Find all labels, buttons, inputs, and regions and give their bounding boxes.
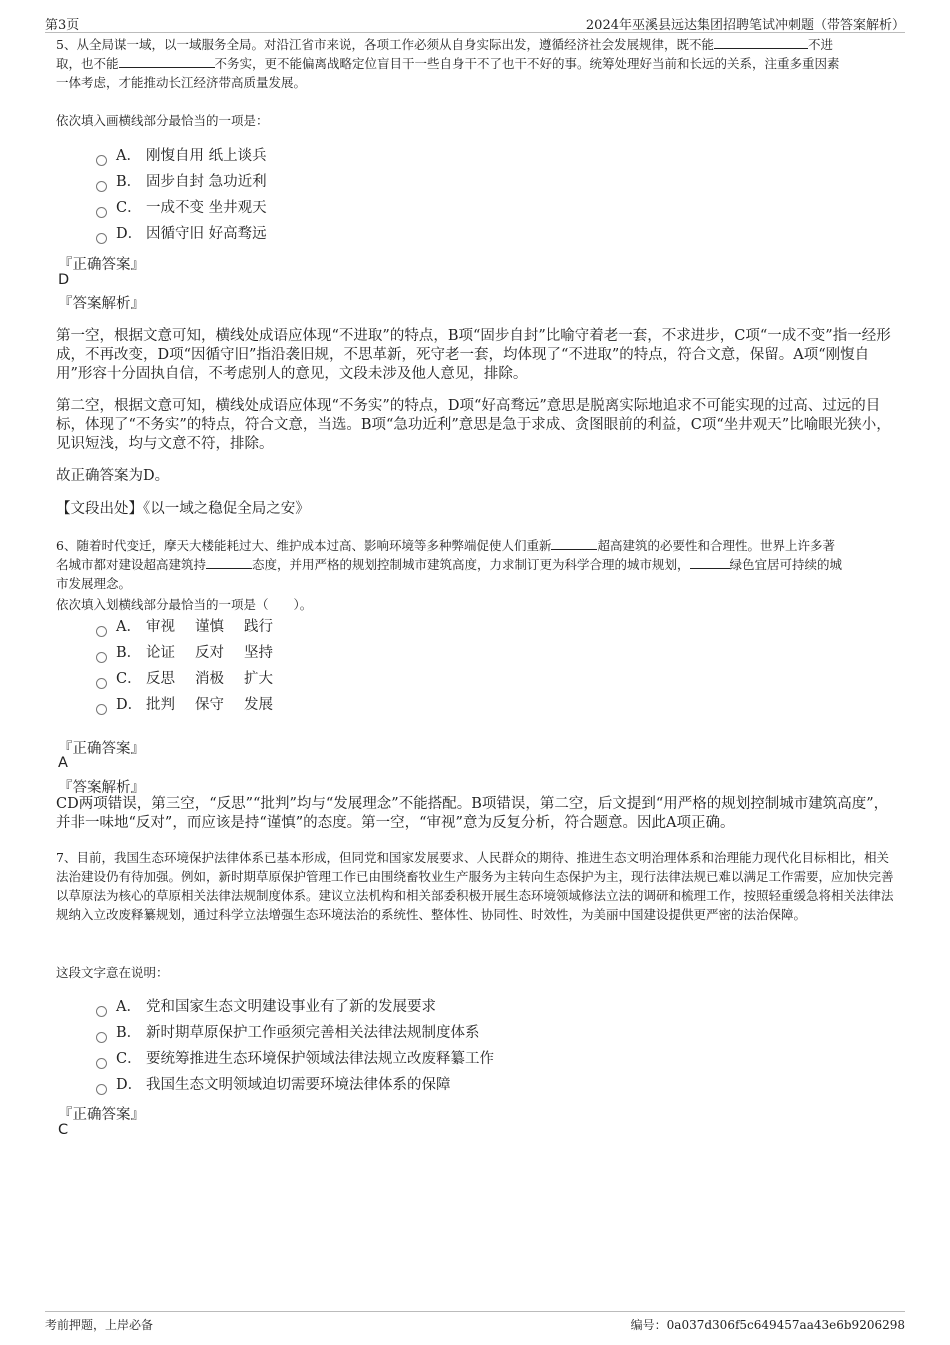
blank-1 [714, 36, 808, 49]
q6-option-a[interactable]: A． 审视 谨慎 践行 [96, 617, 293, 637]
blank-3 [690, 556, 730, 569]
radio-icon[interactable] [96, 652, 107, 663]
q5-analysis-p3: 故正确答案为D。 [56, 468, 170, 484]
q6-answer-label: 『正确答案』 [58, 741, 145, 757]
q7-prompt: 这段文字意在说明： [56, 965, 169, 980]
blank-1 [551, 537, 597, 550]
q5-option-a[interactable]: A． 刚愎自用 纸上谈兵 [96, 146, 267, 166]
radio-icon[interactable] [96, 1006, 107, 1017]
q5-source: 【文段出处】《以一域之稳促全局之安》 [56, 501, 310, 517]
radio-icon[interactable] [96, 1058, 107, 1069]
radio-icon[interactable] [96, 233, 107, 244]
q5-option-b[interactable]: B． 固步自封 急功近利 [96, 172, 267, 192]
q6-answer: A [58, 755, 68, 771]
radio-icon[interactable] [96, 678, 107, 689]
q5-line1-tail: 不进 [807, 37, 833, 52]
blank-2 [119, 55, 215, 68]
q7-answer: C [58, 1122, 69, 1138]
q7-option-a[interactable]: A． 党和国家生态文明建设事业有了新的发展要求 [96, 997, 436, 1017]
q5-analysis-label: 『答案解析』 [58, 296, 145, 312]
q7-answer-label: 『正确答案』 [58, 1107, 145, 1123]
q5-analysis-p2: 第二空，根据文意可知，横线处成语应体现“不务实”的特点，D项“好高骛远”意思是脱离实际地追求不可能实现的过高、过远的目标，体现了“不务实”的特点，符合文意，当选。B项“急功近利”意思是急于求成、贪图眼前的利益，C项“坐井观天”比喻眼光狭小，见识短浅，均与文意不符，排除。 [56, 398, 891, 452]
q6-analysis: CD两项错误，第三空，“反思”“批判”均与“发展理念”不能搭配。B项错误，第二空，后文提到“用严格的规划控制城市建筑高度”，并非一味地“反对”，而应该是持“谨慎”的态度。第一空，“审视”意为反复分析，符合题意。因此A项正确。 [56, 796, 889, 831]
blank-2 [206, 556, 252, 569]
page-number: 第3页 [45, 18, 80, 33]
q7-option-b[interactable]: B． 新时期草原保护工作亟须完善相关法律法规制度体系 [96, 1023, 480, 1043]
q5-line3: 一体考虑，才能推动长江经济带高质量发展。 [56, 75, 307, 90]
q7-passage: 7、目前，我国生态环境保护法律体系已基本形成，但同党和国家发展要求、人民群众的期待、推进生态文明治理体系和治理能力现代化目标相比，相关法治建设仍有待加强。例如，新时期草原保护管理工作已由围绕畜牧业生产服务为主转向生态保护为主，现行法律法规已难以满足工作需要，应加快完善以草原法为核心的草原相关法律法规制度体系。建议立法机构和相关部委积极开展生态环境领域修法立法的调研和梳理工作，按照轻重缓急将相关法律法规纳入立改废释纂规划，通过科学立法增强生态环境法治的系统性、整体性、协同性、时效性，为美丽中国建设提供更严密的法治保障。 [56, 850, 894, 922]
q7-option-c[interactable]: C． 要统筹推进生态环境保护领域法律法规立改废释纂工作 [96, 1049, 494, 1069]
q5-line2b: 不务实，更不能偏离战略定位盲目干一些自身干不了也干不好的事。统筹处理好当前和长远的关系，注重多重因素 [214, 56, 840, 71]
document-id: 编号：0a037d306f5c649457aa43e6b9206298 [630, 1318, 905, 1332]
q6-option-b[interactable]: B． 论证 反对 坚持 [96, 643, 293, 663]
q6-option-c[interactable]: C． 反思 消极 扩大 [96, 669, 293, 689]
q5-line2a: 取，也不能 [56, 56, 119, 71]
radio-icon[interactable] [96, 1032, 107, 1043]
q6-passage: 6、随着时代变迁，摩天大楼能耗过大、维护成本过高、影响环境等多种弊端促使人们重新 超高建筑的必要性和合理性。世界上许多著 名城市都对建设超高建筑持 态度，并用严格的规划控制城市建筑高度，力求制订更为科学合理的城市规划， 绿色宜居可持续的城 市发展理念。 [56, 538, 843, 591]
document-title: 2024年巫溪县远达集团招聘笔试冲刺题（带答案解析） [585, 18, 905, 33]
q5-line1: 5、从全局谋一域，以一域服务全局。对沿江省市来说，各项工作必须从自身实际出发，遵循经济社会发展规律，既不能 [56, 37, 714, 52]
radio-icon[interactable] [96, 155, 107, 166]
radio-icon[interactable] [96, 704, 107, 715]
q5-analysis-p1: 第一空，根据文意可知，横线处成语应体现“不进取”的特点，B项“固步自封”比喻守着老一套，不求进步，C项“一成不变”指一经形成，不再改变，D项“因循守旧”指沿袭旧规，不思革新，死守老一套，均体现了“不进取”的特点，符合文意，保留。A项“刚愎自用”形容十分固执自信，不考虑别人的意见，文段未涉及他人意见，排除。 [56, 328, 891, 382]
q5-prompt: 依次填入画横线部分最恰当的一项是： [56, 113, 269, 128]
q6-prompt: 依次填入划横线部分最恰当的一项是（ ）。 [56, 597, 313, 612]
q6-option-d[interactable]: D． 批判 保守 发展 [96, 695, 293, 715]
q6-analysis-label: 『答案解析』 [58, 780, 145, 796]
footer-slogan: 考前押题，上岸必备 [45, 1318, 154, 1332]
q5-option-d[interactable]: D． 因循守旧 好高骛远 [96, 224, 267, 244]
q5-passage [56, 27, 896, 97]
q5-answer: D [58, 272, 70, 288]
radio-icon[interactable] [96, 1084, 107, 1095]
q5-option-c[interactable]: C． 一成不变 坐井观天 [96, 198, 267, 218]
radio-icon[interactable] [96, 626, 107, 637]
page-footer [45, 1311, 905, 1336]
q5-answer-label: 『正确答案』 [58, 257, 145, 273]
q7-option-d[interactable]: D． 我国生态文明领域迫切需要环境法律体系的保障 [96, 1075, 451, 1095]
radio-icon[interactable] [96, 207, 107, 218]
radio-icon[interactable] [96, 181, 107, 192]
